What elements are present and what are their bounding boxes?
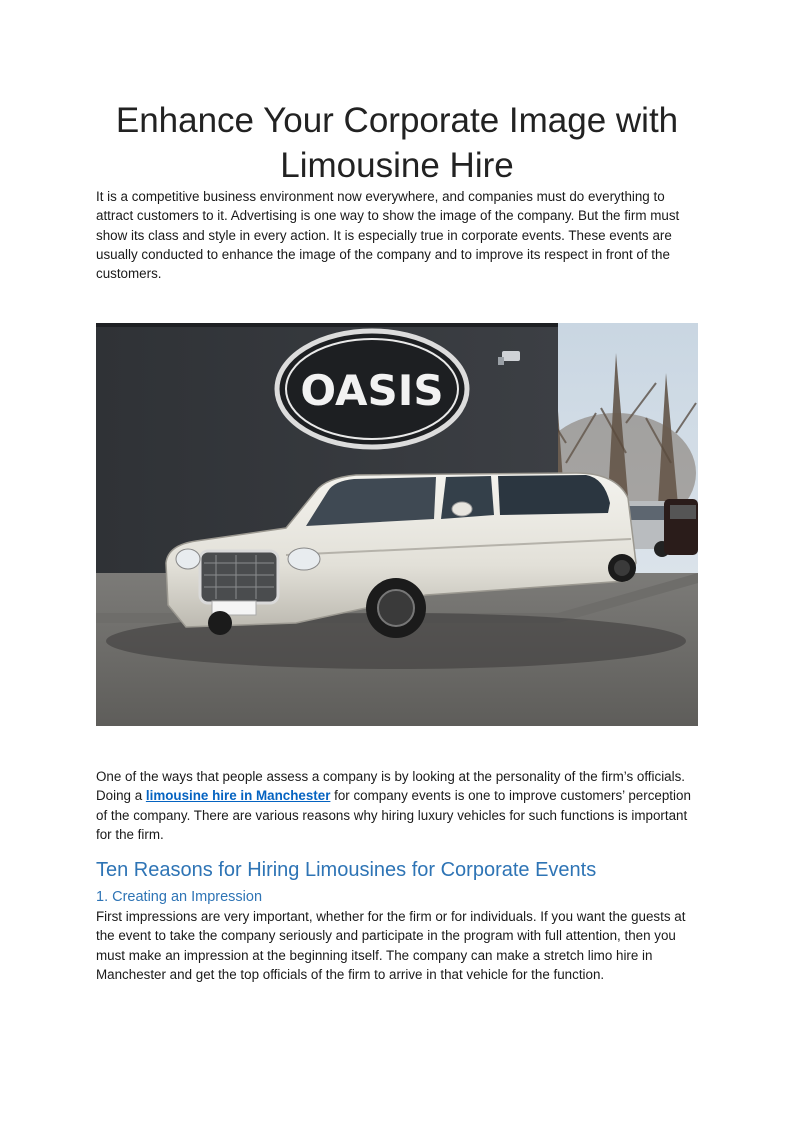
body-paragraph-2 [96,767,698,844]
para2-text-before: One of the ways that people assess a company is by looking at the personality of the firm’s officials. Doing a [96,769,686,804]
limousine-hire-link[interactable]: limousine hire in Manchester [145,788,331,804]
document-title: Enhance Your Corporate Image with Limousine Hire [115,101,679,185]
body-paragraph-3: First impressions are very important, whether for the firm or for individuals. If you want the guests at the event to take the company seriously and participate in the program with full attention, then you must make an impression at the beginning itself. The company can make a stretch limo hire in Manchester and get the top officials of the firm to arrive in that vehicle for the function. [96,909,686,982]
para2-text-after: for company events is one to improve customers’ perception of the company. There are various reasons why hiring luxury vehicles for such functions is important for the firm. [96,788,691,842]
limousine-photo [96,323,698,726]
subheading: 1. Creating an Impression [96,889,263,905]
intro-paragraph: It is a competitive business environment now everywhere, and companies must do everything to attract customers to it. Advertising is one way to show the image of the company. But the firm must show its class and style in every action. It is especially true in corporate events. These events are usually conducted to enhance the image of the company and to improve its respect in front of the customers. [96,189,680,282]
section-heading: Ten Reasons for Hiring Limousines for Corporate Events [96,859,597,881]
sign-text: OASIS [300,366,444,415]
